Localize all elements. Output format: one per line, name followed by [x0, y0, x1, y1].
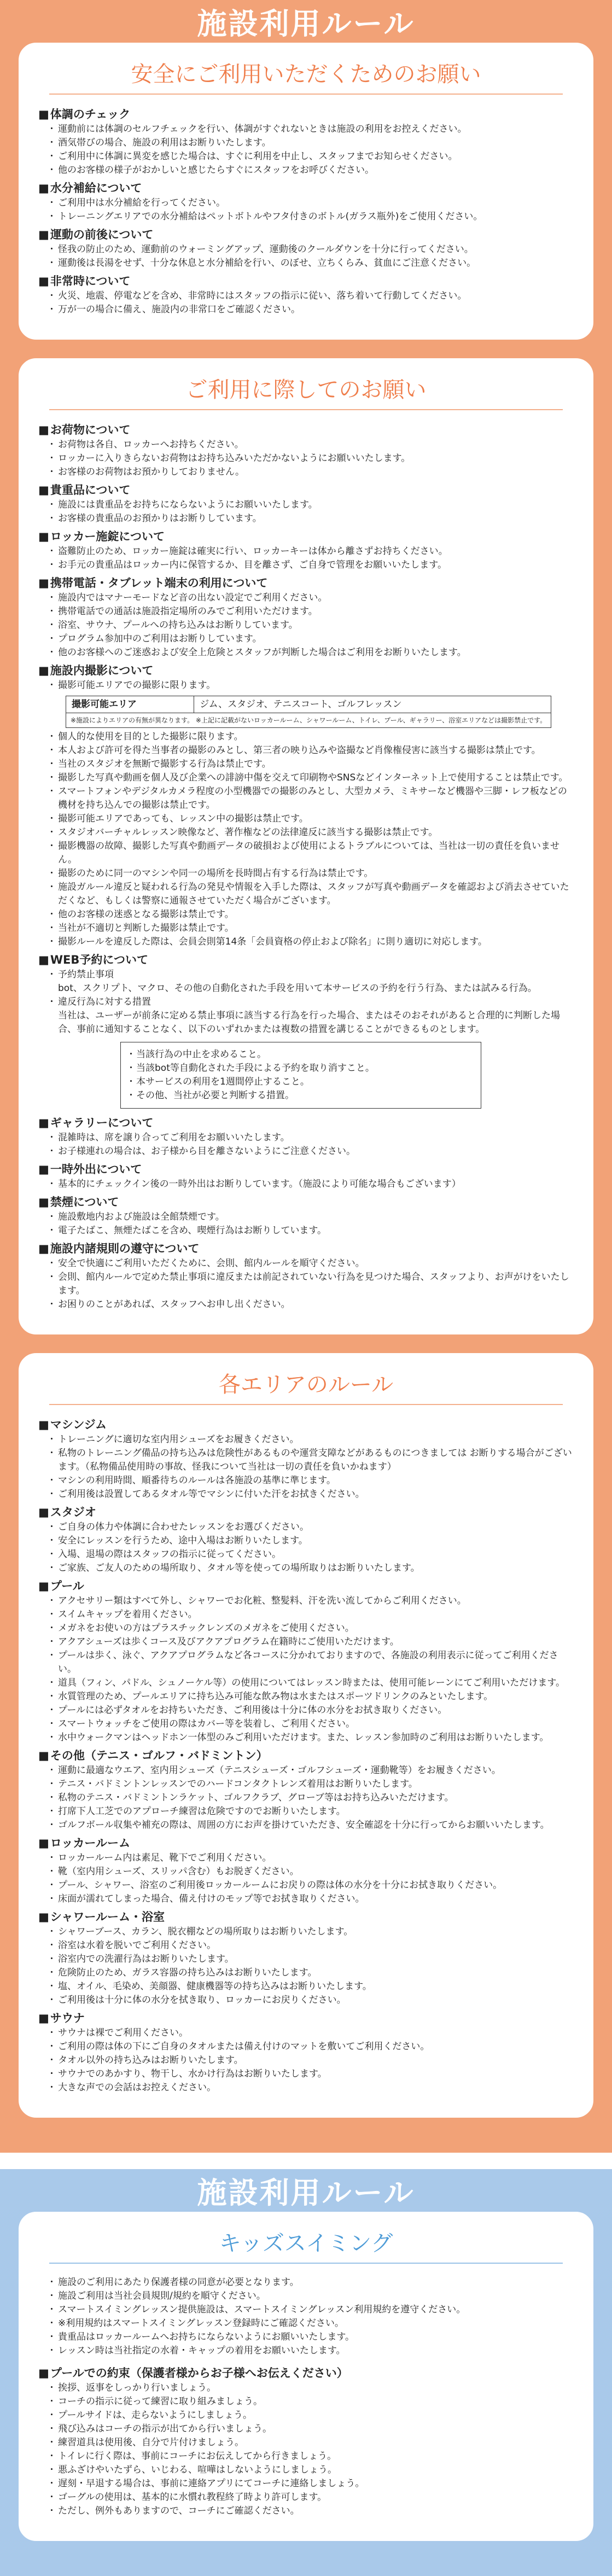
rule-section — [38, 1115, 574, 1158]
list-item: ・ トレーニングエリアでの水分補給はペットボトルやフタ付きのボトル(ガラス瓶外)をご使用ください。 — [50, 210, 574, 224]
list-item: ・ マシンの利用時間、順番待ちのルールは各施設の基準に準じます。 — [50, 1474, 574, 1488]
list-item: ・ プールは歩く、泳ぐ、アクアプログラムなど各コースに分かれておりますので、各施設の利用表示に従ってご利用ください。 — [50, 1649, 574, 1676]
list-item: ・ 施設には貴重品をお持ちにならないようにお願いいたします。 — [50, 498, 574, 512]
list-item: ・ 施設のご利用にあたり保護者様の同意が必要となります。 — [50, 2276, 574, 2289]
list-item: ・ 撮影可能エリアでの撮影に限ります。 — [50, 679, 574, 692]
list-item: ・ スイムキャップを着用ください。 — [50, 1608, 574, 1622]
safety-card — [19, 43, 593, 340]
list-item: ・ 浴室内での洗濯行為はお断りいたします。 — [50, 1953, 574, 1966]
list-item: ・ 塩、オイル、毛染め、美顔器、健康機器等の持ち込みはお断りいたします。 — [50, 1980, 574, 1994]
list-item: ・ その他、当社が必要と判断する措置。 — [129, 1089, 473, 1103]
list-item: ・ お客様の貴重品のお預かりはお断りしています。 — [50, 512, 574, 526]
rule-section — [38, 180, 574, 224]
list-item: ・ ご利用の際は体の下にご自身のタオルまたは備え付けのマットを敷いてご利用ください。 — [50, 2040, 574, 2054]
list-item: ・ 基本的にチェックイン後の一時外出はお断りしています。（施設により可能な場合もございます） — [50, 1178, 574, 1191]
section-heading: ■ ギャラリーについて — [38, 1115, 574, 1131]
section-heading: ■ 禁煙について — [38, 1194, 574, 1210]
area-rules-card-title: 各エリアのルール — [218, 1372, 394, 1397]
list-item: ・ ご利用中は水分補給を行ってください。 — [50, 196, 574, 210]
pool-promise-section — [38, 2365, 574, 2518]
list-item: ・ スタジオバーチャルレッスン映像など、著作権などの法律違反に該当する撮影は禁止です。 — [50, 826, 574, 840]
page-title-2: 施設利用ルール — [197, 2175, 415, 2210]
section-heading: ■ お荷物について — [38, 422, 574, 438]
list-item: ・ スマートウォッチをご使用の際はカバー等を装着し、ご利用ください。 — [50, 1717, 574, 1731]
list-item: ・ 撮影のために同一のマシンや同一の場所を長時間占有する行為は禁止です。 — [50, 867, 574, 881]
kids-card-title: キッズスイミング — [219, 2231, 393, 2256]
section-heading: ■ その他（テニス・ゴルフ・バドミントン） — [38, 1748, 574, 1764]
list-item: ・ 水質管理のため、プールエリアに持ち込み可能な飲み物は水またはスポーツドリンクのみといたします。 — [50, 1690, 574, 1704]
list-item: ・ 携帯電話での通話は施設指定場所のみでご利用いただけます。 — [50, 605, 574, 619]
list-item: ・ ゴーグルの使用は、基本的に水慣れ教程終了時より許可します。 — [50, 2491, 574, 2504]
list-item: ・ 撮影した写真や動画を個人及び企業への誹謗中傷を交えて印刷物やSNSなどインターネット上で使用することは禁止です。 — [50, 771, 574, 785]
list-item: ・ 浴室は水着を脱いでご利用ください。 — [50, 1939, 574, 1953]
list-item: ・ ご家族、ご友人のための場所取り、タオル等を使っての場所取りはお断りいたします。 — [50, 1561, 574, 1575]
list-item: ・ 撮影可能エリアであっても、レッスン中の撮影は禁止です。 — [50, 812, 574, 826]
kids-swimming-card — [19, 2212, 593, 2541]
section-heading: ■ プールでの約束（保護者様からお子様へお伝えください） — [38, 2365, 574, 2381]
list-item: ・ 私物のトレーニング備品の持ち込みは危険性があるものや運営支障などがあるものにつきましては お断りする場合がございます。（私物備品使用時の事故、怪我について当社は一切の責任を負いかねます） — [50, 1447, 574, 1474]
list-item: ・ トイレに行く際は、事前にコーチにお伝えしてから行きましょう。 — [50, 2450, 574, 2463]
list-item: ・ コーチの指示に従って練習に取り組みましょう。 — [50, 2395, 574, 2409]
list-item: ・ お客様のお荷物はお預かりしておりません。 — [50, 465, 574, 479]
photo-section — [38, 663, 574, 949]
list-item: ・ サウナでのあかすり、物干し、水かけ行為はお断りいたします。 — [50, 2067, 574, 2081]
list-item: ・ 施設内ではマナーモードなど音の出ない設定でご利用ください。 — [50, 591, 574, 605]
safety-card-title: 安全にご利用いただくためのお願い — [131, 62, 481, 87]
list-item: ・ 施設敷地内および施設は全館禁煙です。 — [50, 1210, 574, 1224]
list-item: ・ 本サービスの利用を1週間停止すること。 — [129, 1075, 473, 1089]
list-item: ・ 靴（室内用シューズ、スリッパ含む）もお脱ぎください。 — [50, 1865, 574, 1879]
list-item: ・ 床面が濡れてしまった場合、備え付けのモップ等でお拭き取りください。 — [50, 1892, 574, 1906]
list-item: ・ 道具（フィン、パドル、シュノーケル等）の使用についてはレッスン時または、使用可能レーンにてご利用いただけます。 — [50, 1676, 574, 1690]
usage-card-title: ご利用に際してのお願い — [185, 377, 427, 403]
list-item: ・ プログラム参加中のご利用はお断りしています。 — [50, 632, 574, 646]
list-item: ・ テニス・バドミントンレッスンでのハードコンタクトレンズ着用はお断りいたします。 — [50, 1777, 574, 1791]
section-heading: ■ シャワールーム・浴室 — [38, 1909, 574, 1925]
list-item: ・ ゴルフボール収集や補充の際は、周囲の方にお声を掛けていただき、安全確認を十分に行ってからお願いいたします。 — [50, 1819, 574, 1832]
rule-section — [38, 1578, 574, 1745]
list-item: ・ トレーニングに適切な室内用シューズをお履きください。 — [50, 1433, 574, 1447]
list-item: ・ 練習道具は使用後、自分で片付けましょう。 — [50, 2436, 574, 2450]
rule-section — [38, 1748, 574, 1832]
section-heading: ■ 貴重品について — [38, 482, 574, 498]
rule-section — [38, 1909, 574, 2007]
list-item: ・ 大きな声での会話はお控えください。 — [50, 2081, 574, 2095]
kids-top-list — [38, 2276, 574, 2358]
list-item: ・ 施設ご利用は当社会員規則/規約を順守ください。 — [50, 2289, 574, 2303]
list-item: ・ スマートフォンやデジタルカメラ程度の小型機器での撮影のみとし、大型カメラ、ミキサーなど機器や三脚・レフ板などの機材を持ち込んでの撮影は禁止です。 — [50, 785, 574, 812]
section-heading: ■ WEB予約について — [38, 952, 574, 968]
section-heading: ■ スタジオ — [38, 1505, 574, 1520]
list-item: ・ 施設ガルール違反と疑われる行為の発見や情報を入手した際は、スタッフが写真や動画データを確認および消去させていただくなど、もしくは警察に通報させていただく場合がございます。 — [50, 881, 574, 908]
list-item: ・ 怪我の防止のため、運動前のウォーミングアップ、運動後のクールダウンを十分に行ってください。 — [50, 243, 574, 257]
section-heading: ■ 一時外出について — [38, 1162, 574, 1178]
rule-section — [38, 227, 574, 270]
list-item: ・ 貴重品はロッカールームへお持ちにならないようにお願いいたします。 — [50, 2330, 574, 2344]
list-item: ・ お手元の貴重品はロッカー内に保管するか、目を離さず、ご自身で管理をお願いいたします。 — [50, 558, 574, 572]
list-item: ・ ロッカーに入りきらないお荷物はお持ち込みいただかないようにお願いいたします。 — [50, 452, 574, 465]
list-item: ・ 会則、館内ルールで定めた禁止事項に違反または前記されていない行為を見つけた場合、スタッフより、お声がけをいたします。 — [50, 1270, 574, 1298]
list-item: ・ ご利用後は十分に体の水分を拭き取り、ロッカーにお戻りください。 — [50, 1994, 574, 2007]
rules-band-blue — [0, 2169, 612, 2576]
list-item: ・ 撮影ルールを違反した際は、会員会則第14条「会員資格の停止および除名」に則り適切に対応します。 — [50, 935, 574, 949]
rule-section — [38, 529, 574, 572]
list-item: ・ 浴室、サウナ、プールへの持ち込みはお断りしています。 — [50, 619, 574, 632]
list-item: ・ 本人および許可を得た当事者の撮影のみとし、第三者の映り込みや盗撮など肖像権侵害に該当する撮影は禁止です。 — [50, 744, 574, 757]
section-heading: ■ 施設内諸規則の遵守について — [38, 1241, 574, 1257]
note-text: 当社は、ユーザーが前条に定める禁止事項に該当する行為を行った場合、またはそのおそれがあると合理的に判断した場合、事前に通知することなく、以下のいずれかまたは複数の措置を講じることができるものとします。 — [58, 1010, 560, 1035]
list-item: ・ プール、シャワー、浴室のご利用後ロッカールームにお戻りの際は体の水分を十分にお拭き取りください。 — [50, 1879, 574, 1892]
list-item: ・ 他のお客様の様子がおかしいと感じたらすぐにスタッフをお呼びください。 — [50, 164, 574, 177]
list-item: ・ お子様連れの場合は、お子様から目を離さないようにご注意ください。 — [50, 1145, 574, 1158]
rule-section — [38, 2010, 574, 2095]
list-item: ・ 運動前には体調のセルフチェックを行い、体調がすぐれないときは施設の利用をお控えください。 — [50, 123, 574, 136]
list-item: ・ お荷物は各自、ロッカーへお持ちください。 — [50, 438, 574, 452]
rule-section — [38, 1835, 574, 1906]
usage-card — [19, 358, 593, 1334]
list-item: ・ 混雑時は、席を譲り合ってご利用をお願いいたします。 — [50, 1131, 574, 1145]
rule-section — [38, 482, 574, 526]
list-item: ・ メガネをお使いの方はプラスチックレンズのメガネをご使用ください。 — [50, 1622, 574, 1635]
list-item: ・ タオル以外の持ち込みはお断りいたします。 — [50, 2054, 574, 2067]
list-item: ・ 他のお客様の迷惑となる撮影は禁止です。 — [50, 908, 574, 922]
rule-section — [38, 422, 574, 479]
usage-card-tail — [38, 1115, 574, 1312]
area-rules-card — [19, 1353, 593, 2118]
list-item: ・ ※利用規約はスマートスイミングレッスン登録時にご確認ください。 — [50, 2317, 574, 2330]
section-heading: ■ サウナ — [38, 2010, 574, 2026]
list-item: ・ 飛び込みはコーチの指示が出てから行いましょう。 — [50, 2422, 574, 2436]
list-item: ・ プールサイドは、走らないようにしましょう。 — [50, 2409, 574, 2422]
section-heading: ■ ロッカー施錠について — [38, 529, 574, 545]
table-cell: ジム、スタジオ、テニスコート、ゴルフレッスン — [194, 696, 551, 713]
rule-section — [38, 1162, 574, 1191]
list-item: ・ 私物のテニス・バドミントンラケット、ゴルフクラブ、グローブ等はお持ち込みいただけます。 — [50, 1791, 574, 1805]
section-heading: ■ 携帯電話・タブレット端末の利用について — [38, 575, 574, 591]
list-item: ・ 危険防止のため、ガラス容器の持ち込みはお断りいたします。 — [50, 1966, 574, 1980]
list-item: ・ 当社のスタジオを無断で撮影する行為は禁止です。 — [50, 757, 574, 771]
list-item: ・ 当該bot等自動化された手段による予約を取り消すこと。 — [129, 1062, 473, 1075]
list-item: ・ 悪ふざけやいたずら、いじわる、喧嘩はしないようにしましょう。 — [50, 2463, 574, 2477]
list-item: ・ 打席下人工芝でのアプローチ練習は危険ですのでお断りいたします。 — [50, 1805, 574, 1819]
rule-section — [38, 1241, 574, 1312]
list-item: ・ プールには必ずタオルをお持ちいただき、ご利用後は十分に体の水分をお拭き取りください。 — [50, 1704, 574, 1717]
photo-area-table — [66, 696, 551, 728]
table-note: ※施設によりエリアの有無が異なります。 ※上記に記載がないロッカールーム、シャワールーム、トイレ、プール、ギャラリー、浴室エリアなどは撮影禁止です。 — [66, 713, 551, 728]
area-rules-card-body — [38, 1417, 574, 2095]
list-item: ・ 遅刻・早退する場合は、事前に連絡アプリにてコーチに連絡しましょう。 — [50, 2477, 574, 2491]
section-heading: ■ 運動の前後について — [38, 227, 574, 243]
table-header: 撮影可能エリア — [66, 696, 194, 713]
usage-card-body — [38, 422, 574, 660]
list-item: ・ スマートスイミングレッスン提供施設は、スマートスイミングレッスン利用規約を遵守ください。 — [50, 2303, 574, 2317]
list-item: ・ 違反行為に対する措置 — [50, 995, 574, 1009]
list-item: ・ アクアシューズは歩くコース及びアクアプログラム在籍時にご使用いただけます。 — [50, 1635, 574, 1649]
rule-section — [38, 1505, 574, 1575]
list-item: ・ サウナは裸でご利用ください。 — [50, 2026, 574, 2040]
list-item: ・ 当社が不適切と判断した撮影は禁止です。 — [50, 922, 574, 935]
list-item: ・ アクセサリー類はすべて外し、シャワーでお化粧、整髪料、汗を洗い流してからご利用ください。 — [50, 1594, 574, 1608]
list-item: ・ 撮影機器の故障、撮影した写真や動画データの破損および使用によるトラブルについては、当社は一切の責任を負いません。 — [50, 840, 574, 867]
rule-section — [38, 1417, 574, 1501]
list-item: ・ シャワーブース、カラン、脱衣棚などの場所取りはお断りいたします。 — [50, 1925, 574, 1939]
section-heading: ■ 体調のチェック — [38, 107, 574, 123]
section-heading: ■ ロッカールーム — [38, 1835, 574, 1851]
list-item: ・ 運動後は長湯をせず、十分な休息と水分補給を行い、のぼせ、立ちくらみ、貧血にご注意ください。 — [50, 257, 574, 270]
list-item: ・ 安全にレッスンを行うため、途中入場はお断りいたします。 — [50, 1534, 574, 1548]
list-item: ・ 運動に最適なウエア、室内用シューズ（テニスシューズ・ゴルフシューズ・運動靴等）をお履きください。 — [50, 1764, 574, 1777]
section-heading: ■ マシンジム — [38, 1417, 574, 1433]
list-item: ・ 万が一の場合に備え、施設内の非常口をご確認ください。 — [50, 303, 574, 317]
web-reservation-section — [38, 952, 574, 1109]
rule-section — [38, 575, 574, 660]
list-item: ・ 他のお客様へのご迷惑および安全上危険とスタッフが判断した場合はご利用をお断りいたします。 — [50, 646, 574, 660]
rule-section — [38, 273, 574, 317]
section-heading: ■ プール — [38, 1578, 574, 1594]
measures-box — [120, 1042, 481, 1109]
list-item: ・ 当該行為の中止を求めること。 — [129, 1048, 473, 1062]
list-item: ・ ただし、例外もありますので、コーチにご確認ください。 — [50, 2504, 574, 2518]
list-item: ・ 挨拶、返事をしっかり行いましょう。 — [50, 2381, 574, 2395]
list-item: ・ レッスン時は当社指定の水着・キャップの着用をお願いいたします。 — [50, 2344, 574, 2358]
list-item: ・ ロッカールーム内は素足、靴下でご利用ください。 — [50, 1851, 574, 1865]
section-heading: ■ 非常時について — [38, 273, 574, 289]
list-item: ・ 酒気帯びの場合、施設の利用はお断りいたします。 — [50, 136, 574, 150]
list-item: ・ ご自身の体力や体調に合わせたレッスンをお選びください。 — [50, 1520, 574, 1534]
section-heading: ■ 水分補給について — [38, 180, 574, 196]
list-item: ・ ご利用中に体調に異変を感じた場合は、すぐに利用を中止し、スタッフまでお知らせください。 — [50, 150, 574, 164]
list-item: ・ 個人的な使用を目的とした撮影に限ります。 — [50, 730, 574, 744]
note-text: bot、スクリプト、マクロ、その他の自動化された手段を用いて本サービスの予約を行う行為、または試みる行為。 — [58, 983, 537, 994]
page-title: 施設利用ルール — [197, 6, 415, 41]
list-item: ・ ご利用後は設置してあるタオル等でマシンに付いた汗をお拭きください。 — [50, 1488, 574, 1501]
rule-section — [38, 107, 574, 177]
list-item: ・ 火災、地震、停電などを含め、非常時にはスタッフの指示に従い、落ち着いて行動してください。 — [50, 289, 574, 303]
list-item: ・ お困りのことがあれば、スタッフへお申し出ください。 — [50, 1298, 574, 1312]
list-item: ・ 電子たばこ、無煙たばこを含め、喫煙行為はお断りしています。 — [50, 1224, 574, 1238]
list-item: ・ 盗難防止のため、ロッカー施錠は確実に行い、ロッカーキーは体から離さずお持ちください。 — [50, 545, 574, 558]
list-item: ・ 入場、退場の際はスタッフの指示に従ってください。 — [50, 1548, 574, 1561]
list-item: ・ 予約禁止事項 — [50, 968, 574, 982]
list-item: ・ 水中ウォークマンはヘッドホン一体型のみご利用いただけます。また、レッスン参加時のご利用はお断りいたします。 — [50, 1731, 574, 1745]
list-item: ・ 安全で快適にご利用いただくために、会則、館内ルールを順守ください。 — [50, 1257, 574, 1270]
rule-section — [38, 1194, 574, 1238]
section-heading: ■ 施設内撮影について — [38, 663, 574, 679]
safety-card-body — [38, 107, 574, 317]
